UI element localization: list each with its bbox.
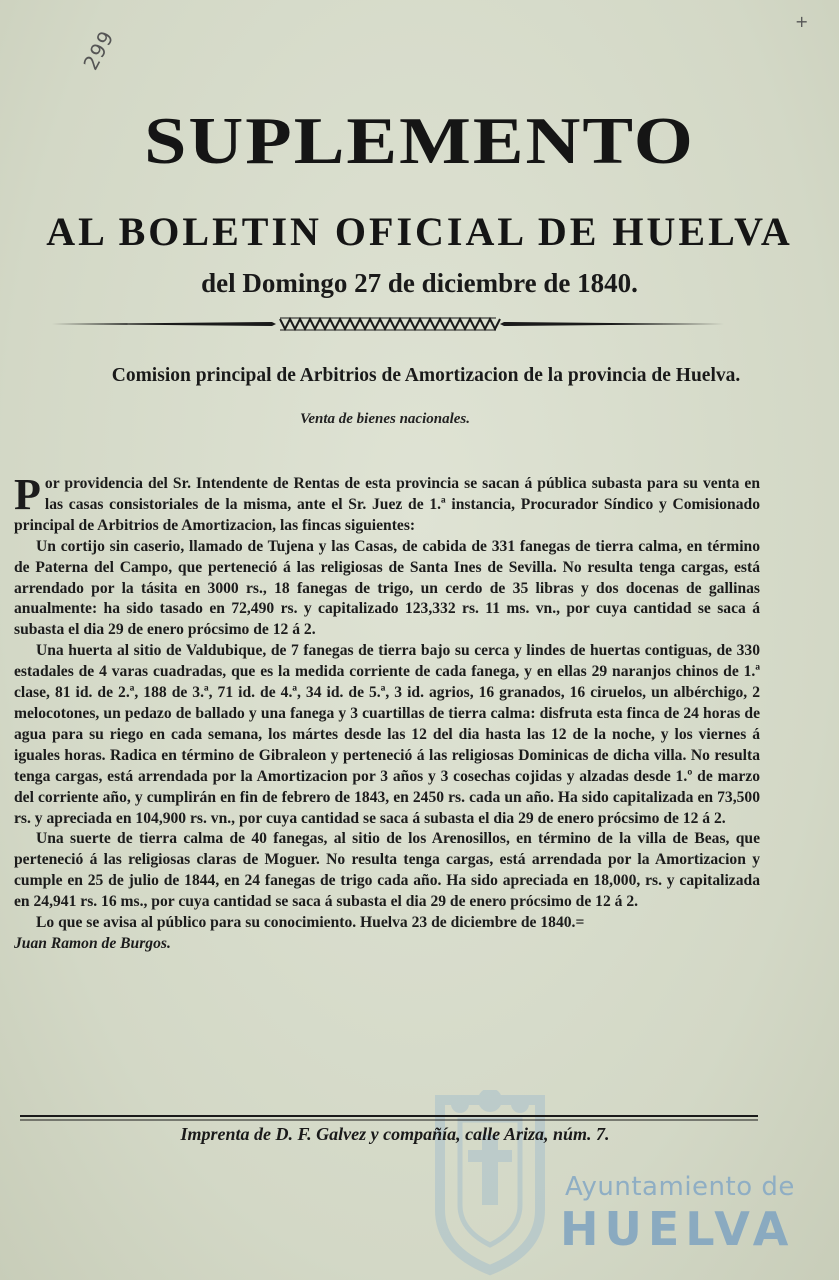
publication-date: del Domingo 27 de diciembre de 1840. <box>201 268 638 298</box>
ornamental-rule-icon <box>52 316 724 332</box>
drop-cap: P <box>14 470 41 519</box>
paragraph-closing: Lo que se avisa al público para su conocimiento. Huelva 23 de diciembre de 1840.= <box>36 914 585 932</box>
paragraph-cortijo: Un cortijo sin caserio, llamado de Tujena y las Casas, de cabida de 331 fanegas de tierra calma, en término de Paterna del Campo, que perteneció á las religiosas de Santa Ines de Sevilla. No resulta tenga cargas, está arrendado por la tásita en 3000 rs., 18 fanegas de trigo, un cerdo de 35 libras y dos docenas de gallinas anualmente: ha sido tasado en 72,490 rs. y capitalizado 123,332 rs. 11 ms. vn., por cuya cantidad se saca á subasta el dia 29 de enero prócsimo de 12 á 2. <box>14 537 760 639</box>
notice-body <box>14 470 760 955</box>
page-title: SUPLEMENTO <box>144 104 695 179</box>
watermark-line1: Ayuntamiento de <box>565 1172 795 1202</box>
section-heading: Comision principal de Arbitrios de Amortizacion de la provincia de Huelva. <box>111 365 741 386</box>
corner-mark-icon: + <box>795 12 809 31</box>
paragraph-intro-text: or providencia del Sr. Intendente de Rentas de esta provincia se sacan á pública subasta para su venta en las casas consistoriales de la misma, ante el Sr. Juez de 1.ª instancia, Procurador Síndico y Comisionado principal de Arbitrios de Amortizacion, las fincas siguientes: <box>14 475 760 534</box>
printer-imprint: Imprenta de D. F. Galvez y compañía, calle Ariza, núm. 7. <box>180 1124 610 1144</box>
paragraph-intro <box>14 470 760 537</box>
section-subheading: Venta de bienes nacionales. <box>299 411 470 427</box>
watermark-line2: HUELVA <box>560 1202 795 1256</box>
footer-rule <box>20 1114 758 1122</box>
handwritten-page-number: 299 <box>78 26 119 74</box>
publication-subtitle: AL BOLETIN OFICIAL DE HUELVA <box>46 209 793 254</box>
paragraph-suerte: Una suerte de tierra calma de 40 fanegas, al sitio de los Arenosillos, en término de la villa de Beas, que perteneció á las religiosas claras de Moguer. No resulta tenga cargas, está arrendada por la Amortizacion y cumple en 25 de julio de 1844, en 24 fanegas de trigo cada año. Ha sido apreciada en 18,000, rs. y capitalizada en 24,941 rs. 16 ms., por cuya cantidad se saca á subasta el dia 29 de enero prócsimo de 12 á 2. <box>14 830 760 911</box>
paragraph-huerta: Una huerta al sitio de Valdubique, de 7 fanegas de tierra bajo su cerca y lindes de huertas contiguas, de 330 estadales de 4 varas cuadradas, que es la medida corriente de cada fanega, y en ellas 29 naranjos chinos de 1.ª clase, 81 id. de 2.ª, 188 de 3.ª, 71 id. de 4.ª, 34 id. de 5.ª, 3 id. agrios, 16 granados, 16 ciruelos, un albérchigo, 2 melocotones, un pedazo de ballado y una fanega y 3 cuartillas de tierra calma: disfruta esta finca de 24 horas de agua para su riego en cada semana, los mártes desde las 12 del dia hasta las 12 de la noche, y los viernes á iguales horas. Radica en término de Gibraleon y perteneció á las religiosas Dominicas de dicha villa. No resulta tenga cargas, está arrendada por la Amortizacion por 3 años y 3 cosechas cojidas y alzadas desde 1.º de marzo del corriente año, y cumplirán en fin de febrero de 1843, en 2450 rs. cada un año. Ha sido capitalizada en 73,500 rs. y apreciada en 104,900 rs. vn., por cuya cantidad se saca á subasta el dia 29 de enero prócsimo de 12 á 2. <box>14 642 760 827</box>
signature: Juan Ramon de Burgos. <box>14 934 171 952</box>
